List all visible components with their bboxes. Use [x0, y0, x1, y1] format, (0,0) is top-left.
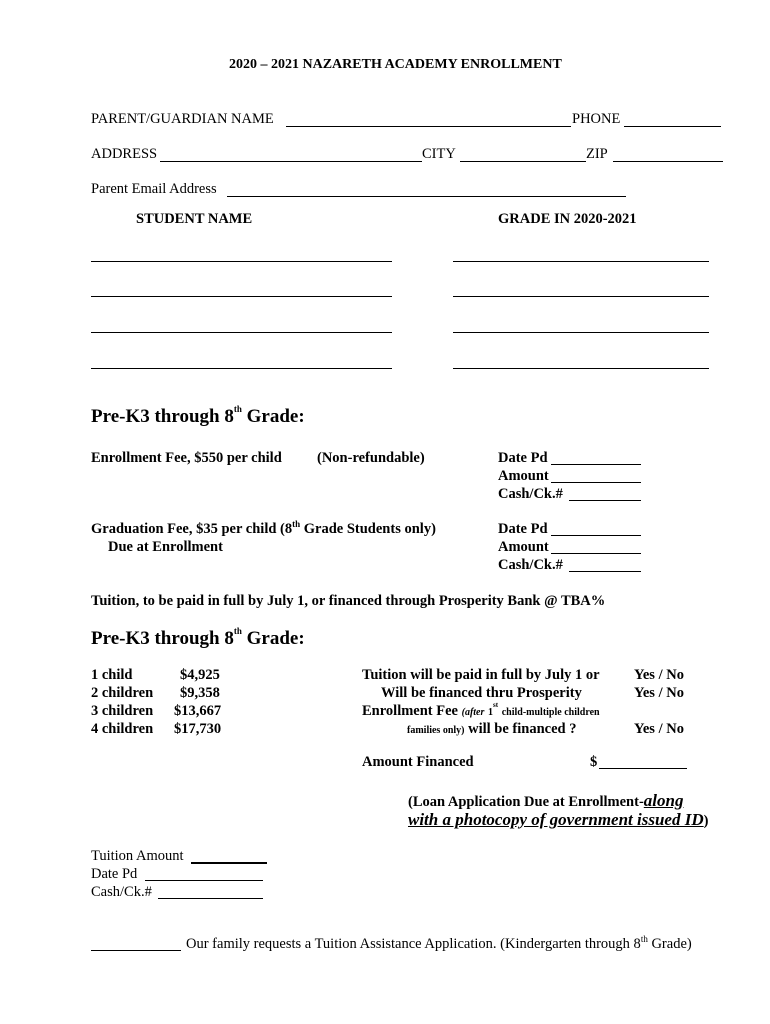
email-field[interactable] — [227, 196, 626, 197]
grad-date-pd-label: Date Pd — [498, 521, 548, 537]
financed-question: Will be financed thru Prosperity — [381, 685, 582, 701]
amount-financed-dollar: $ — [590, 754, 598, 770]
tuition-amount-label: Tuition Amount — [91, 848, 184, 864]
assistance-request-field[interactable] — [91, 950, 181, 951]
section1-heading: Pre-K3 through 8th Grade: — [91, 404, 305, 427]
enroll-date-pd-field[interactable] — [551, 464, 641, 465]
office-date-pd-field[interactable] — [145, 880, 263, 881]
student-grade-field-3[interactable] — [453, 332, 709, 333]
city-field[interactable] — [460, 161, 586, 162]
enrollment-fee-financed-question-line2: families only) will be financed ? — [407, 721, 577, 737]
pay-in-full-question: Tuition will be paid in full by July 1 or — [362, 667, 600, 683]
parent-name-label: PARENT/GUARDIAN NAME — [91, 111, 274, 127]
grad-amount-field[interactable] — [551, 553, 641, 554]
email-label: Parent Email Address — [91, 181, 217, 197]
office-cashck-field[interactable] — [158, 898, 263, 899]
rate-amount-1: $4,925 — [180, 667, 220, 683]
grade-header: GRADE IN 2020-2021 — [498, 211, 637, 227]
office-cashck-label: Cash/Ck.# — [91, 884, 152, 900]
non-refundable-note: (Non-refundable) — [317, 450, 425, 466]
rate-label-1: 1 child — [91, 667, 133, 683]
rate-label-3: 3 children — [91, 703, 154, 719]
rate-label-4: 4 children — [91, 721, 154, 737]
student-name-field-3[interactable] — [91, 332, 392, 333]
grad-cashck-field[interactable] — [569, 571, 641, 572]
enroll-cashck-label: Cash/Ck.# — [498, 486, 563, 502]
city-label: CITY — [422, 146, 456, 162]
student-name-field-2[interactable] — [91, 296, 392, 297]
grad-date-pd-field[interactable] — [551, 535, 641, 536]
tuition-note: Tuition, to be paid in full by July 1, or financed through Prosperity Bank @ TBA% — [91, 593, 606, 609]
student-grade-field-2[interactable] — [453, 296, 709, 297]
address-field[interactable] — [160, 161, 422, 162]
grad-cashck-label: Cash/Ck.# — [498, 557, 563, 573]
pay-in-full-yes-no[interactable]: Yes / No — [634, 667, 684, 683]
rate-amount-3: $13,667 — [174, 703, 222, 719]
rate-amount-4: $17,730 — [174, 721, 222, 737]
graduation-fee-label: Graduation Fee, $35 per child (8th Grade Students only) — [91, 519, 436, 537]
grad-amount-label: Amount — [498, 539, 549, 555]
enroll-amount-field[interactable] — [551, 482, 641, 483]
phone-label: PHONE — [572, 111, 621, 127]
address-label: ADDRESS — [91, 146, 158, 162]
enrollment-fee-financed-yes-no[interactable]: Yes / No — [634, 721, 684, 737]
zip-label: ZIP — [586, 146, 608, 162]
rate-label-2: 2 children — [91, 685, 154, 701]
student-name-header: STUDENT NAME — [136, 211, 253, 227]
parent-name-field[interactable] — [286, 126, 571, 127]
enroll-cashck-field[interactable] — [569, 500, 641, 501]
financed-yes-no[interactable]: Yes / No — [634, 685, 684, 701]
office-date-pd-label: Date Pd — [91, 866, 138, 882]
enroll-date-pd-label: Date Pd — [498, 450, 548, 466]
amount-financed-label: Amount Financed — [362, 754, 474, 770]
amount-financed-field[interactable] — [599, 768, 687, 769]
student-grade-field-1[interactable] — [453, 261, 709, 262]
loan-application-note: (Loan Application Due at Enrollment-along — [408, 791, 684, 810]
rate-amount-2: $9,358 — [180, 685, 220, 701]
section2-heading: Pre-K3 through 8th Grade: — [91, 626, 305, 649]
form-title: 2020 – 2021 NAZARETH ACADEMY ENROLLMENT — [229, 57, 562, 72]
enroll-amount-label: Amount — [498, 468, 549, 484]
enrollment-fee-label: Enrollment Fee, $550 per child — [91, 450, 282, 466]
enrollment-fee-financed-question: Enrollment Fee (after 1st child-multiple children — [362, 701, 600, 719]
student-name-field-4[interactable] — [91, 368, 392, 369]
due-at-enrollment-label: Due at Enrollment — [108, 539, 223, 555]
phone-field[interactable] — [624, 126, 721, 127]
student-name-field-1[interactable] — [91, 261, 392, 262]
zip-field[interactable] — [613, 161, 723, 162]
loan-application-note-line2: with a photocopy of government issued ID) — [408, 810, 709, 829]
tuition-amount-field[interactable] — [191, 862, 267, 864]
assistance-request-text: Our family requests a Tuition Assistance Application. (Kindergarten through 8th Grade) — [186, 934, 692, 952]
student-grade-field-4[interactable] — [453, 368, 709, 369]
